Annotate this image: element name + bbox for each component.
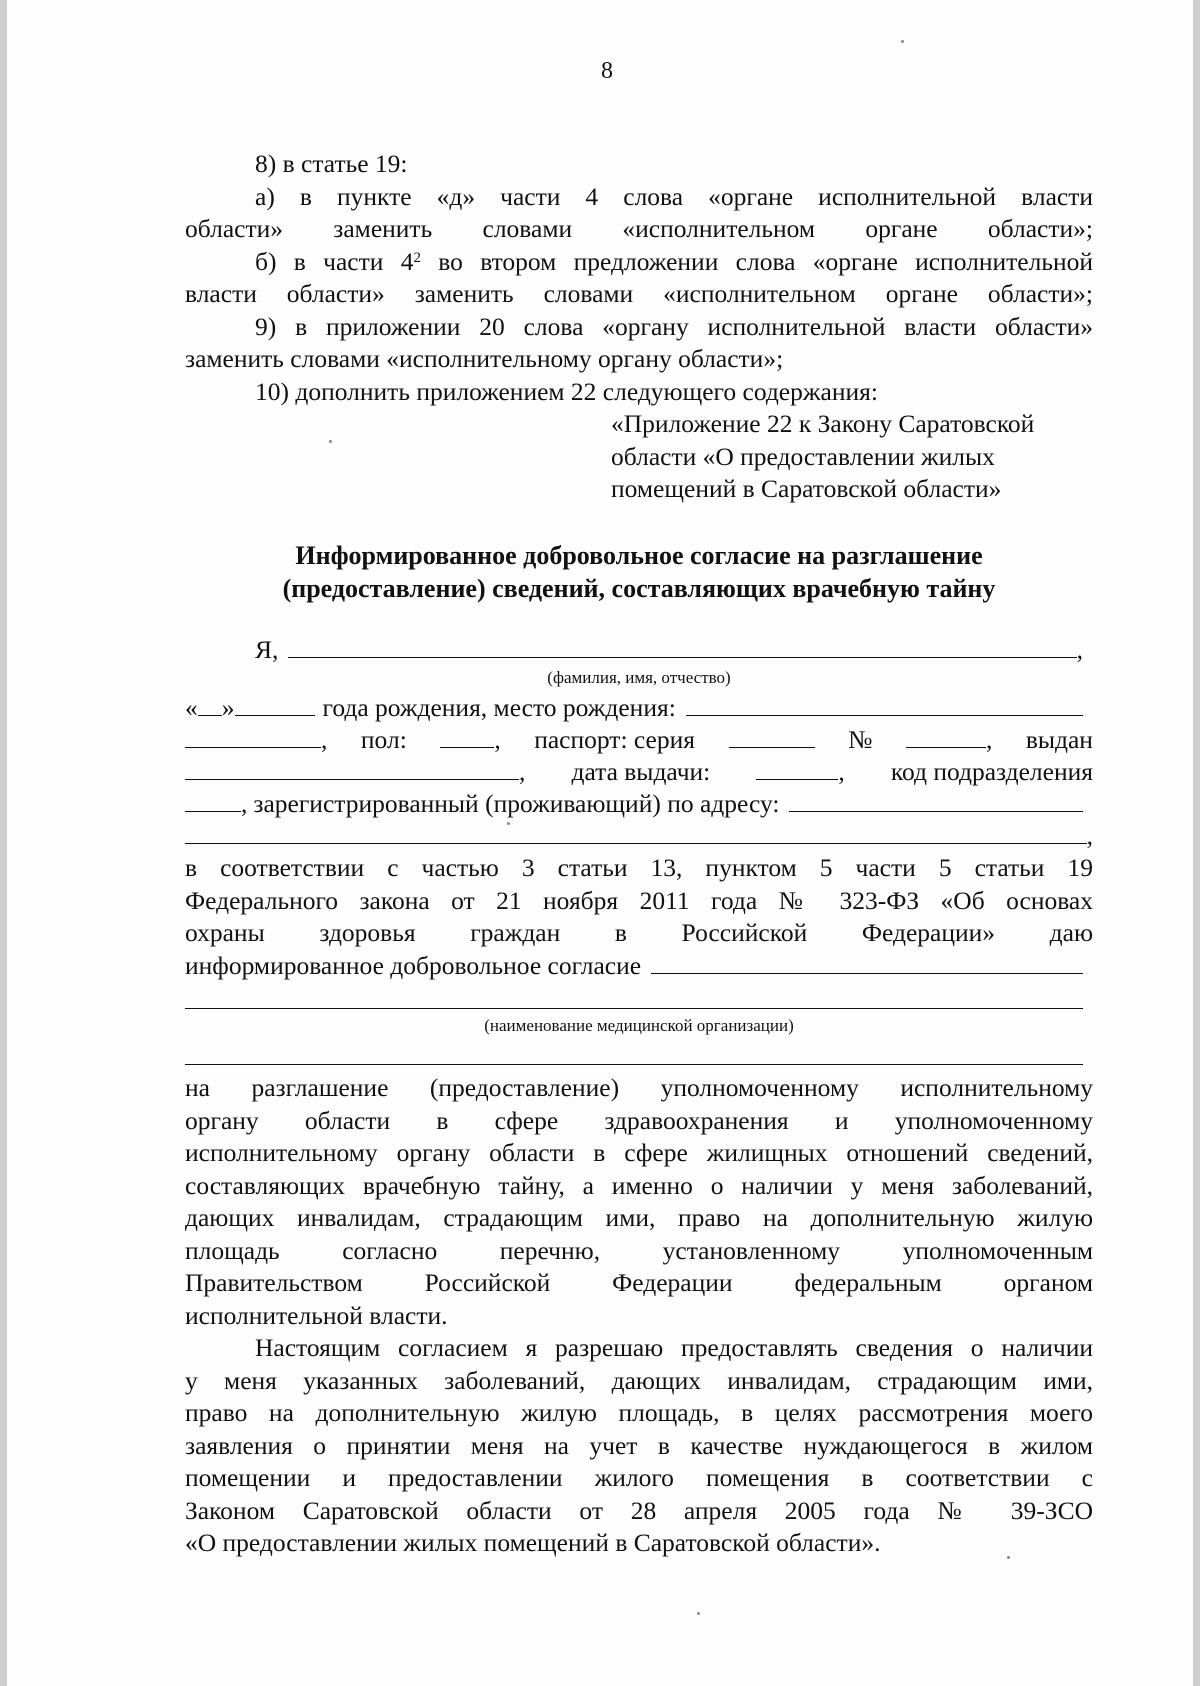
organization-rule-2[interactable]	[185, 1064, 1083, 1065]
appendix-line: области «О предоставлении жилых	[611, 441, 995, 471]
address-blank[interactable]	[789, 789, 1083, 812]
number-blank[interactable]	[906, 725, 986, 748]
address-label: зарегистрированный (проживающий) по адресу:	[253, 789, 780, 818]
issue-date-label: дата выдачи:	[571, 757, 711, 786]
permission-paragraph	[185, 1332, 1093, 1560]
scan-speck	[507, 822, 510, 825]
para-line: помещении и предоставлении жилого помещения в соответствии с	[185, 1463, 1093, 1492]
amend-item-8b-line1	[185, 246, 1093, 279]
sex-label: пол:	[360, 725, 407, 754]
para-line: Настоящим согласием я разрешаю предоставлять сведения о наличии	[255, 1333, 1093, 1362]
amend-item-8a-line2: области» заменить словами «исполнительном органе области»;	[185, 214, 1093, 243]
issued-by-label: выдан	[1025, 725, 1093, 754]
para-line: исполнительной власти.	[185, 1300, 448, 1330]
address-cont-blank[interactable]	[185, 821, 1087, 844]
amend-item-9-line1: 9) в приложении 20 слова «органу исполнительной власти области»	[255, 311, 1093, 341]
sex-blank[interactable]	[440, 725, 494, 748]
fio-row	[185, 634, 1083, 667]
series-blank[interactable]	[729, 725, 815, 748]
passport-series-label: паспорт: серия	[534, 725, 695, 754]
para-line: составляющих врачебную тайну, а именно о наличии у меня заболеваний,	[185, 1170, 1093, 1200]
fio-blank[interactable]	[288, 635, 1076, 658]
birth-date-group	[185, 692, 315, 725]
sex-group: ,	[440, 724, 500, 757]
para-line: площадь согласно перечню, установленному уполномоченным	[185, 1235, 1093, 1265]
birthplace-blank[interactable]	[686, 693, 1083, 716]
para-line: дающих инвалидам, страдающим ими, право на дополнительную жилую	[185, 1203, 1093, 1232]
scan-speck	[329, 440, 332, 443]
birth-row	[185, 692, 1083, 725]
para-line: «О предоставлении жилых помещений в Саратовской области».	[185, 1528, 881, 1557]
address-row	[185, 788, 1083, 821]
para-line: у меня указанных заболеваний, дающих инвалидам, страдающим ими,	[185, 1365, 1093, 1395]
disclosure-paragraph	[185, 1072, 1093, 1332]
birthplace-cont-group: ,	[185, 724, 327, 757]
para-line: право на дополнительную жилую площадь, в целях рассмотрения моего	[185, 1398, 1093, 1427]
number-sign: №	[848, 725, 873, 754]
basis-line: Федерального закона от 21 ноября 2011 года № 323-ФЗ «Об основах	[185, 885, 1093, 915]
birthplace-cont-blank[interactable]	[185, 725, 321, 748]
para-line: исполнительному органу области в сфере жилищных отношений сведений,	[185, 1138, 1093, 1167]
amend-item-8a-line1: а) в пункте «д» части 4 слова «органе исполнительной власти	[255, 181, 1093, 211]
page-number: 8	[601, 58, 613, 84]
fio-caption: (фамилия, имя, отчество)	[547, 668, 731, 687]
para-line: Правительством Российской Федерации федеральным органом	[185, 1268, 1093, 1297]
day-blank[interactable]	[198, 693, 222, 716]
amend-item-8b-line2: власти области» заменить словами «исполнительном органе области»;	[185, 279, 1093, 308]
appendix-line: помещений в Саратовской области»	[611, 474, 1002, 503]
ya-label: Я,	[255, 635, 279, 664]
number-group: ,	[906, 724, 992, 757]
basis-line: охраны здоровья граждан в Российской Федерации» даю	[185, 918, 1093, 947]
comma: ,	[1086, 821, 1093, 850]
division-group: ,	[185, 788, 247, 821]
superscript: 2	[413, 249, 421, 266]
passport-row	[185, 724, 1093, 757]
para-line: на разглашение (предоставление) уполномоченному исполнительному	[185, 1073, 1093, 1102]
issuer-group: ,	[185, 756, 525, 789]
para-line: органу области в сфере здравоохранения и уполномоченному	[185, 1105, 1093, 1135]
issue-date-group: ,	[756, 756, 844, 789]
title-line: Информированное добровольное согласие на разглашение	[295, 541, 983, 570]
amend-item-10: 10) дополнить приложением 22 следующего содержания:	[255, 376, 878, 406]
quote-close: »	[221, 693, 235, 722]
consent-label: информированное добровольное согласие	[185, 950, 642, 980]
issue-date-blank[interactable]	[756, 757, 838, 780]
quote-open: «	[185, 693, 198, 722]
amend-item-8: 8) в статье 19:	[255, 149, 408, 178]
comma: ,	[1076, 635, 1083, 664]
division-blank[interactable]	[185, 789, 241, 812]
organization-caption: (наименование медицинской организации)	[484, 1016, 794, 1035]
consent-row	[185, 950, 1083, 983]
basis-line: в соответствии с частью 3 статьи 13, пунктом 5 части 5 статьи 19	[185, 853, 1093, 882]
amendments-section	[185, 148, 1093, 408]
division-code-label: код подразделения	[890, 757, 1093, 786]
basis-paragraph	[185, 852, 1093, 982]
amend-item-8b-post: во втором предложении слова «органе исполнительной	[420, 246, 1093, 276]
amend-item-9-line2: заменить словами «исполнительному органу области»;	[185, 344, 784, 373]
issue-row	[185, 756, 1093, 789]
issuer-blank[interactable]	[185, 757, 519, 780]
para-line: Законом Саратовской области от 28 апреля 2005 года № 39-ЗСО	[185, 1495, 1093, 1525]
amend-item-8b-pre: б) в части 4	[255, 246, 414, 276]
appendix-header	[611, 408, 1081, 506]
organization-blank[interactable]	[651, 951, 1083, 974]
address-cont-row	[185, 820, 1093, 853]
appendix-line: «Приложение 22 к Закону Саратовской	[611, 409, 1035, 438]
scan-speck	[1007, 1556, 1010, 1559]
scan-speck	[697, 1612, 700, 1615]
document-title	[185, 540, 1093, 605]
scan-speck	[901, 40, 904, 43]
organization-rule[interactable]	[185, 1008, 1083, 1009]
para-line: заявления о принятии меня на учет в качестве нуждающегося в жилом	[185, 1430, 1093, 1460]
birth-label: года рождения, место рождения:	[322, 693, 676, 722]
title-line: (предоставление) сведений, составляющих врачебную тайну	[282, 573, 996, 603]
month-year-blank[interactable]	[235, 693, 315, 716]
